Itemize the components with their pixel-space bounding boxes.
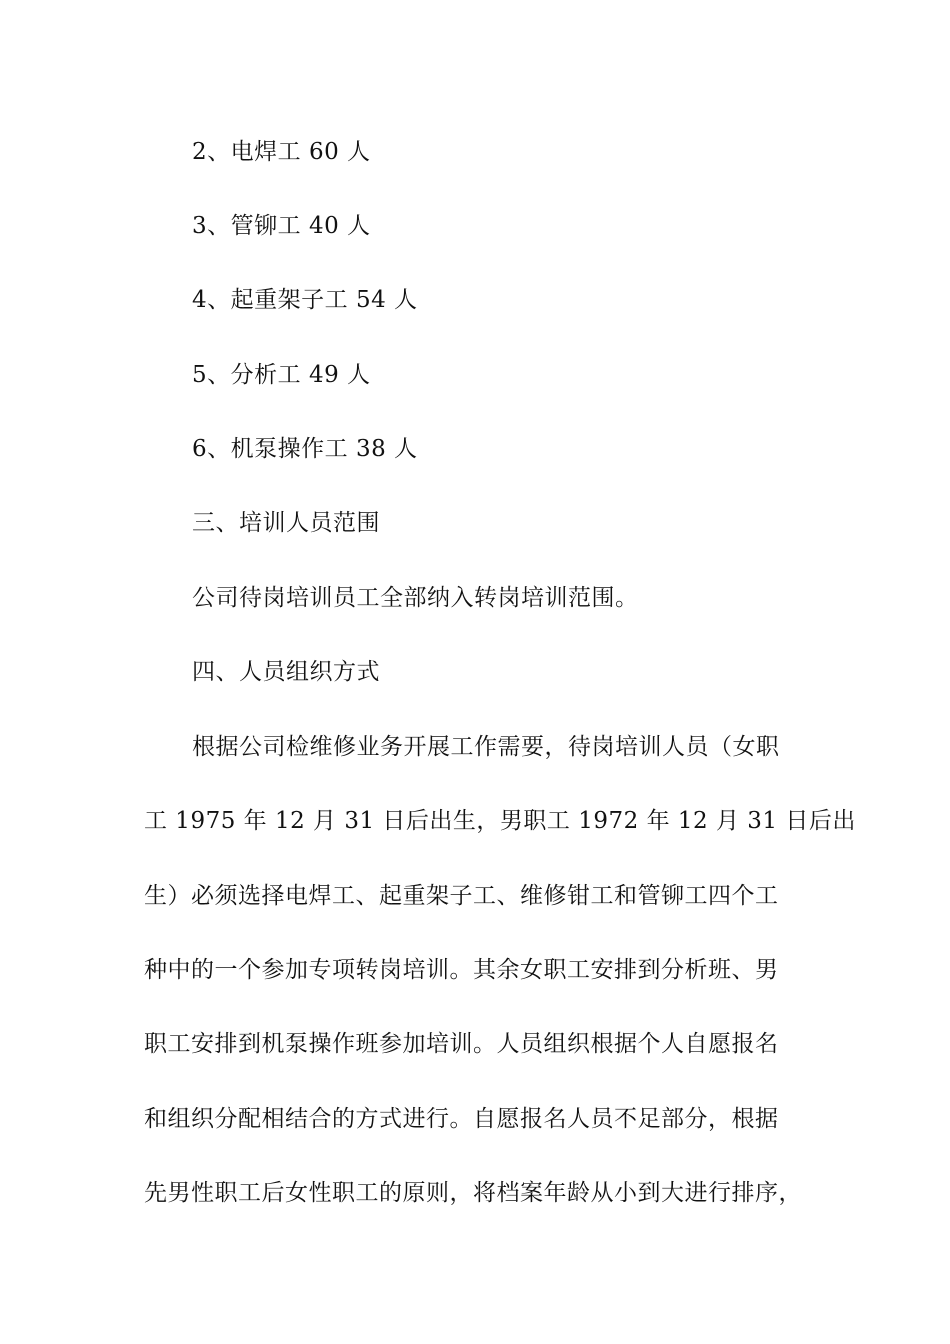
list-item-rigger: 4、起重架子工 54 人	[192, 287, 418, 313]
list-item-analyst: 5、分析工 49 人	[192, 362, 371, 388]
list-item-welder: 2、电焊工 60 人	[192, 139, 371, 165]
section-heading-4: 四、人员组织方式	[192, 659, 380, 685]
paragraph-line-6: 和组织分配相结合的方式进行。自愿报名人员不足部分，根据	[144, 1106, 779, 1132]
paragraph-line-1: 根据公司检维修业务开展工作需要，待岗培训人员（女职	[192, 734, 780, 760]
paragraph-line-3: 生）必须选择电焊工、起重架子工、维修钳工和管铆工四个工	[144, 883, 779, 909]
paragraph-line-4: 种中的一个参加专项转岗培训。其余女职工安排到分析班、男	[144, 957, 779, 983]
section-heading-3: 三、培训人员范围	[192, 510, 380, 536]
paragraph-line-5: 职工安排到机泵操作班参加培训。人员组织根据个人自愿报名	[144, 1031, 779, 1057]
paragraph-line-7: 先男性职工后女性职工的原则，将档案年龄从小到大进行排序，	[144, 1180, 802, 1206]
list-item-pump-operator: 6、机泵操作工 38 人	[192, 436, 418, 462]
list-item-pipe-riveter: 3、管铆工 40 人	[192, 213, 371, 239]
paragraph-scope: 公司待岗培训员工全部纳入转岗培训范围。	[192, 585, 639, 611]
paragraph-line-2: 工 1975 年 12 月 31 日后出生，男职工 1972 年 12 月 31 日后出	[144, 808, 856, 834]
